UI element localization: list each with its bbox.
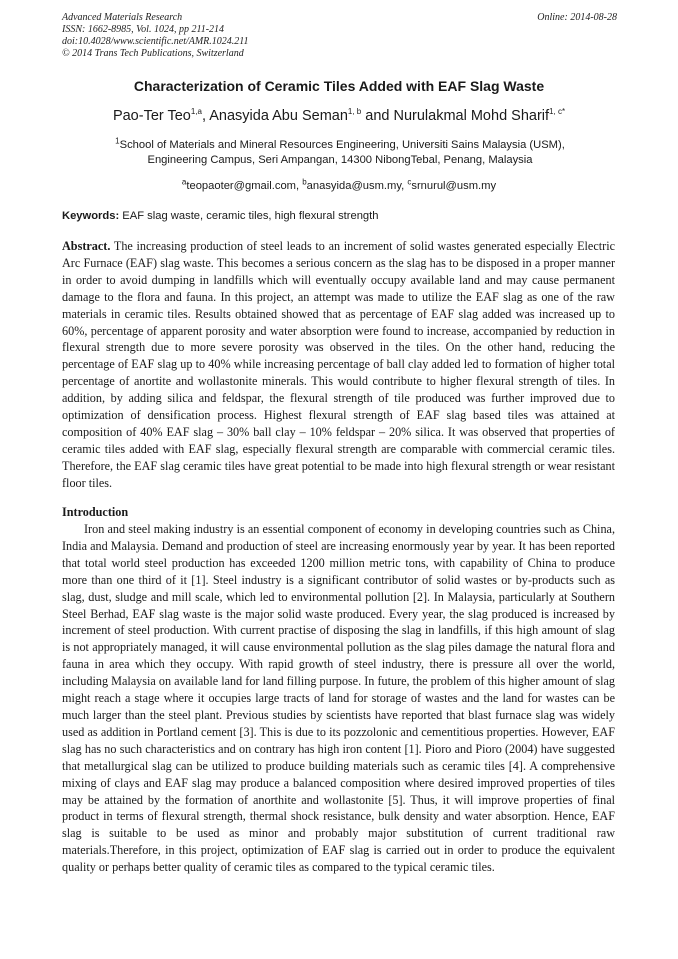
section-heading: Introduction — [62, 505, 129, 519]
issn-line: ISSN: 1662-8985, Vol. 1024, pp 211-214 — [62, 24, 225, 35]
introduction-paragraph: Iron and steel making industry is an essential component of economy in developing countries such as China, India and Malaysia. Demand and production of steel are increasing enormously year by year. It has been reported that total world steel production has exceeded 1200 million metric tons, with capability of China to produce more than one third of it [1]. Steel industry is a significant contributor of solid wastes or by-products such as slag, dust, sludge and mill scale, which led to environmental pollution [2]. In Malaysia, particularly at Southern Steel Berhad, EAF slag waste is the major solid waste produced. Every year, the slag produced is increased by increment of steel production. With current practise of disposing the slag in landfills, if this high amount of slag is not appropriately managed, it will cause environmental pollution as the slag piles damage the natural flora and fauna in area which they occupy. With rapid growth of steel industry, there is pressure all over the world, including Malaysia on available land for land filling purpose. In future, the problem of this higher amount of slag might reach a stage where it occupies large tracts of land for storage of wastes and the land for wastes can be much larger than the steel plant. Previous studies by scientists have reported that blast furnace slag was widely used as addition in Portland cement [3]. This is due to its pozzolonic and cementitious properties. However, EAF slag has no such characteristics and on contrary has high iron content [1]. Pioro and Pioro (2004) have suggested that metallurgical slag can be utilized to produce building materials such as ceramic tiles [4]. A comprehensive mixing of clays and EAF slag may produce a balanced composition where desired improved properties of tiles may be attained by the formation of anorthite and wollastonite [5]. Thus, it will improve properties of final product in terms of flexural strength, thermal shock resistance, bulk density and water absorption. Hence, EAF slag is suitable to be used as minor and probably major substitution of current traditional raw materials.Therefore, in this project, optimization of EAF slag is carried out in order to produce the equivalent quality or perhaps better quality of ceramic tiles as compared to the typical ceramic tiles. — [62, 522, 615, 875]
online-date: Online: 2014-08-28 — [537, 12, 617, 23]
author-name: Anasyida Abu Seman — [209, 108, 348, 124]
abstract-label: Abstract. — [62, 239, 111, 253]
author-separator: , — [201, 108, 210, 124]
author-name: Pao-Ter Teo — [112, 108, 191, 124]
affiliation-line — [60, 138, 620, 153]
author-superscript: 1, c* — [549, 107, 566, 117]
email-link: anasyida@usm.my, — [306, 180, 408, 192]
affiliation-line: Engineering Campus, Seri Ampangan, 14300 NibongTebal, Penang, Malaysia — [147, 154, 533, 166]
email-link: srnurul@usm.my — [411, 180, 497, 192]
abstract-text: The increasing production of steel leads to an increment of solid wastes generated especially Electric Arc Furnace (EAF) slag waste. This becomes a serious concern as the slag has to be disposed in a proper manner in order to avoid dumping in landfills which will eventually occupy available land and may cause permanent damage to the flora and fauna. In this project, an attempt was made to utilize the EAF slag as one of the raw materials in ceramic tiles. Results obtained showed that as percentage of EAF slag added was increased up to 60%, percentage of apparent porosity and water absorption were found to increase, accompanied by reduction in flexural strength due to more severe porosity was observed in the tiles. On the other hand, reducing the percentage of EAF slag up to 40% while increasing percentage of ball clay added led to formation of higher total percentage of anortite and wollastonite minerals. This would contribute to higher flexural strength of tiles. In addition, by adding silica and feldspar, the flexural strength of tile produced was further improved due to optimization of densification process. Highest flexural strength of EAF slag based tiles was attained at composition of 40% EAF slag – 30% ball clay – 10% feldspar – 20% silica. It was observed that properties of ceramic tiles added with EAF slag, especially flexural strength are comparable with commercial ceramic tiles. Therefore, the EAF slag ceramic tiles have great potential to be made into high flexural strength or wear resistant floor tiles. — [62, 239, 615, 490]
affiliation-text: School of Materials and Mineral Resources Engineering, Universiti Sains Malaysia (USM), — [119, 139, 565, 151]
doi-line: doi:10.4028/www.scientific.net/AMR.1024.211 — [62, 36, 249, 47]
email-list — [0, 177, 678, 192]
author-name: Nurulakmal Mohd Sharif — [393, 108, 550, 124]
author-superscript: 1, b — [347, 107, 362, 117]
copyright-line: © 2014 Trans Tech Publications, Switzerland — [62, 48, 244, 59]
keywords-text: EAF slag waste, ceramic tiles, high flexural strength — [119, 210, 379, 222]
affiliation-superscript: 1 — [115, 136, 120, 146]
abstract — [62, 238, 615, 492]
keywords-label: Keywords: — [62, 210, 120, 222]
author-separator: and — [361, 108, 394, 124]
journal-header — [62, 12, 617, 60]
email-superscript: b — [302, 177, 307, 187]
email-superscript: c — [407, 177, 412, 187]
author-superscript: 1,a — [190, 107, 202, 117]
email-superscript: a — [181, 177, 187, 187]
email-link: teopaoter@gmail.com, — [186, 180, 303, 192]
affiliation — [60, 138, 620, 168]
author-list — [0, 108, 678, 124]
journal-name: Advanced Materials Research — [62, 12, 183, 23]
paper-title: Characterization of Ceramic Tiles Added with EAF Slag Waste — [133, 78, 545, 94]
keywords — [62, 210, 617, 222]
